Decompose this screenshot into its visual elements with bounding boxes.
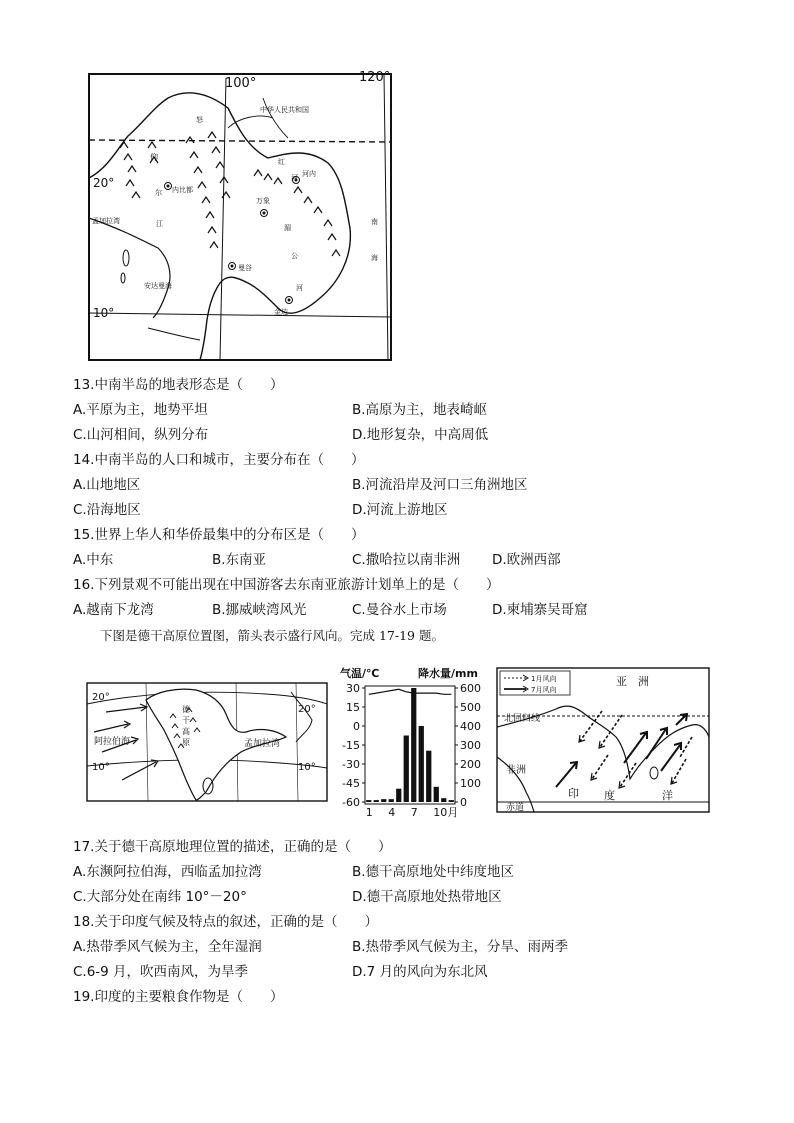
naypyidaw-label: 内比都 [172, 186, 193, 194]
q15-option-c: C.撒哈拉以南非洲 [352, 552, 461, 568]
deccan-label-4: 原 [182, 738, 190, 747]
map2-lat-10-label: 10° [92, 762, 110, 773]
lon-100-label: 100° [225, 76, 257, 91]
q16-stem: 16.下列景观不可能出现在中国游客去东南亚旅游计划单上的是（ ） [73, 577, 500, 593]
month-tick-label: 4 [388, 806, 396, 818]
q18-option-a: A.热带季风气候为主，全年湿润 [73, 939, 262, 955]
he-label: 河 [291, 174, 298, 182]
precip-bar [381, 799, 386, 802]
q19-stem: 19.印度的主要粮食作物是（ ） [73, 989, 284, 1005]
q17-stem: 17.关于德干高原地理位置的描述，正确的是（ ） [73, 839, 392, 855]
precip-bar [434, 787, 439, 802]
temperature-line [369, 689, 452, 694]
plot-frame [365, 686, 455, 804]
q17-option-c: C.大部分处在南纬 10°－20° [73, 889, 247, 905]
red-river-label: 红 [278, 158, 285, 166]
climate-chart [336, 662, 492, 818]
q13-stem: 13.中南半岛的地表形态是（ ） [73, 377, 284, 393]
nu-label: 怒 [196, 116, 203, 124]
ocean-label-2: 度 [604, 789, 615, 802]
legend-jul-label: 7月风向 [531, 686, 557, 694]
q13-option-c: C.山河相间，纵列分布 [73, 427, 209, 443]
q18-option-d: D.7 月的风向为东北风 [352, 964, 488, 980]
q14-option-d: D.河流上游地区 [352, 502, 448, 518]
equator-label: 赤道 [506, 803, 525, 813]
tropic-label: 北回归线 [504, 714, 541, 724]
ocean-label-1: 印 [568, 787, 579, 800]
south-sea-label-2: 海 [371, 254, 378, 262]
temp-tick-label: 15 [346, 701, 360, 714]
arabian-sea-label: 阿拉伯海 [94, 737, 131, 747]
precip-bar [419, 726, 424, 802]
q14-option-b: B.河流沿岸及河口三角洲地区 [352, 477, 528, 493]
q18-option-b: B.热带季风气候为主，分旱、雨两季 [352, 939, 569, 955]
mekong-label-1: 湄 [284, 224, 291, 232]
q14-stem: 14.中南半岛的人口和城市，主要分布在（ ） [73, 452, 365, 468]
temp-tick-label: -60 [342, 796, 360, 809]
temp-tick-label: -30 [342, 758, 360, 771]
map2-lat-20-right: 20° [298, 704, 316, 715]
q13-option-d: D.地形复杂，中高周低 [352, 427, 489, 443]
precip-tick-label: 400 [460, 720, 481, 733]
q16-option-b: B.挪威峡湾风光 [212, 602, 307, 618]
bengal-sea-label: 孟加拉湾 [92, 217, 120, 225]
q15-option-d: D.欧洲西部 [492, 552, 561, 568]
month-tick-label: 10月 [433, 806, 459, 818]
china-label: 中华人民共和国 [260, 106, 309, 114]
month-tick-label: 7 [410, 806, 418, 818]
precip-axis-title: 降水量/mm [418, 667, 478, 680]
deccan-map [86, 682, 328, 802]
precip-tick-label: 100 [460, 777, 481, 790]
yangon-label: 仰 [150, 153, 158, 162]
precip-bar [366, 800, 371, 802]
salween-label-3: 江 [156, 220, 163, 228]
monsoon-map [496, 667, 710, 813]
deccan-label-1: 德 [182, 705, 190, 714]
q15-stem: 15.世界上华人和华侨最集中的分布区是（ ） [73, 527, 365, 543]
q17-option-d: D.德干高原地处热带地区 [352, 889, 502, 905]
temp-tick-label: 0 [353, 720, 360, 733]
precip-bar [396, 789, 401, 802]
bengal-bay-label: 孟加拉湾 [244, 739, 281, 749]
africa-label: 非洲 [506, 765, 526, 776]
phnom-penh-label: 金边 [274, 308, 288, 316]
q13-option-b: B.高原为主，地表崎岖 [352, 402, 488, 418]
ocean-label-3: 洋 [662, 789, 673, 802]
lat-10-label: 10° [93, 306, 115, 320]
temp-tick-label: -45 [342, 777, 360, 790]
q16-option-c: C.曼谷水上市场 [352, 602, 447, 618]
precip-tick-label: 0 [460, 796, 467, 809]
hanoi-label: 河内 [302, 170, 316, 178]
temp-axis-title: 气温/℃ [340, 667, 380, 680]
precip-bar [389, 799, 394, 802]
salween-label-1: 尔 [155, 189, 162, 197]
q18-stem: 18.关于印度气候及特点的叙述，正确的是（ ） [73, 914, 378, 930]
andaman-label: 安达曼海 [144, 282, 172, 290]
deccan-label-3: 高 [182, 727, 190, 736]
temp-tick-label: 30 [346, 682, 360, 695]
precip-bar [374, 800, 379, 802]
precip-tick-label: 500 [460, 701, 481, 714]
deccan-label-2: 干 [182, 716, 190, 725]
precip-bar [404, 736, 409, 803]
figure-intro: 下图是德干高原位置图，箭头表示盛行风向。完成 17-19 题。 [100, 628, 444, 643]
south-sea-label-1: 南 [371, 218, 378, 226]
precip-tick-label: 600 [460, 682, 481, 695]
temp-tick-label: -15 [342, 739, 360, 752]
q13-option-a: A.平原为主，地势平坦 [73, 402, 208, 418]
asia-label: 亚 洲 [616, 675, 649, 688]
q16-option-d: D.柬埔寨吴哥窟 [492, 602, 588, 618]
q15-option-a: A.中东 [73, 552, 114, 568]
lat-20-label: 20° [93, 176, 115, 190]
indochina-map [88, 68, 394, 364]
q14-option-c: C.沿海地区 [73, 502, 141, 518]
q15-option-b: B.东南亚 [212, 552, 267, 568]
q14-option-a: A.山地地区 [73, 477, 141, 493]
map2-lat-10-right: 10° [298, 762, 316, 773]
precip-tick-label: 300 [460, 739, 481, 752]
map2-lat-20-label: 20° [92, 692, 110, 703]
q18-option-c: C.6-9 月，吹西南风，为旱季 [73, 964, 249, 980]
mekong-label-3: 河 [296, 284, 303, 292]
precip-bar [441, 798, 446, 802]
lon-120-label: 120° [359, 70, 391, 85]
vientiane-label: 万象 [256, 197, 270, 205]
precip-bar [411, 688, 416, 802]
legend-jan-label: 1月风向 [531, 675, 557, 683]
precip-bar [449, 800, 454, 802]
mekong-label-2: 公 [291, 252, 298, 260]
q16-option-a: A.越南下龙湾 [73, 602, 154, 618]
precip-tick-label: 200 [460, 758, 481, 771]
precip-bar [426, 751, 431, 802]
q17-option-b: B.德干高原地处中纬度地区 [352, 864, 515, 880]
q17-option-a: A.东濒阿拉伯海，西临孟加拉湾 [73, 864, 262, 880]
month-tick-label: 1 [365, 806, 373, 818]
bangkok-label: 曼谷 [238, 264, 252, 272]
